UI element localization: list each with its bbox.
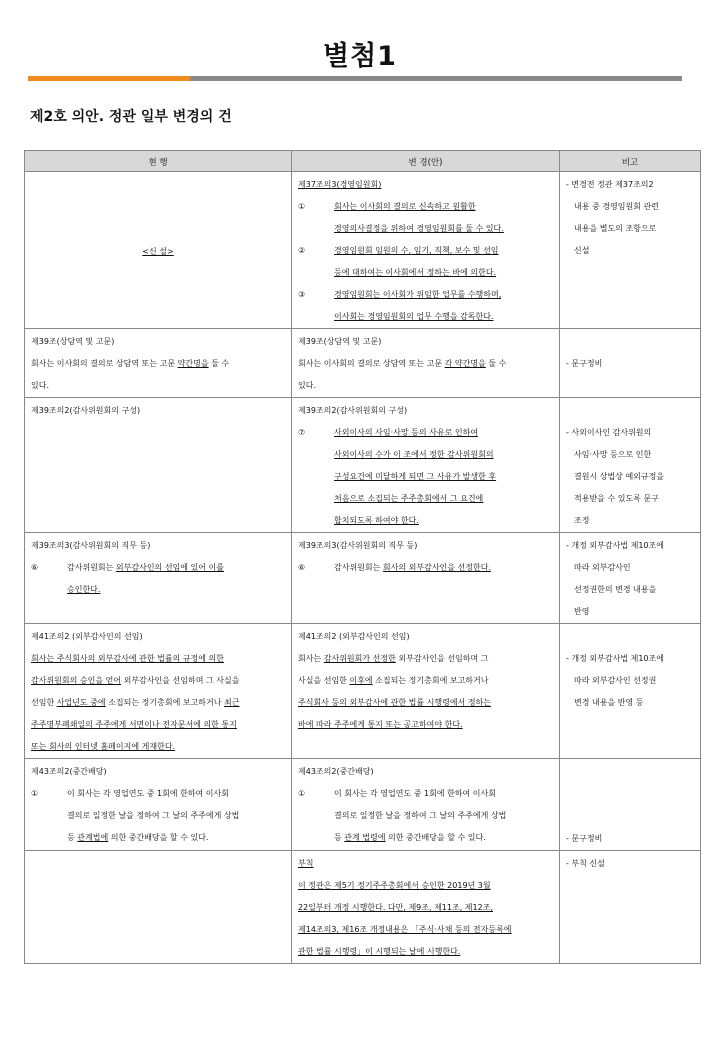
table-row xyxy=(25,759,701,851)
proposed-cell xyxy=(292,398,560,533)
header-current: 현 행 xyxy=(25,151,292,172)
table-row xyxy=(25,329,701,398)
clause-text: 사외이사의 수가 이 조에서 정한 감사위원회의 xyxy=(334,450,494,459)
clause-text: 사실을 선임한 xyxy=(298,676,350,685)
clause-text: 있다. xyxy=(31,381,49,390)
remarks-cell xyxy=(560,533,701,624)
remark-line: 변경 내용을 반영 등 xyxy=(574,698,644,707)
clause-text: 회사는 이사회의 결의로 상담역 또는 고문 xyxy=(298,359,445,368)
page-title: 별첨1 xyxy=(323,41,397,72)
remark-line: 신설 xyxy=(574,246,590,255)
clause-text: 감사위원회는 xyxy=(334,563,383,572)
clause-number: ⑦ xyxy=(298,428,306,437)
changed-text: 외부감사인의 선임에 있어 이를 xyxy=(115,563,225,572)
changed-text: 또는 회사의 인터넷 홈페이지에 게재한다. xyxy=(31,742,176,751)
changed-text: 관한 법률 시행령」이 시행되는 날에 시행한다. xyxy=(298,947,461,956)
table-header-row xyxy=(25,151,701,172)
clause-text: 이사회는 경영임원회의 업무 수행을 감독한다. xyxy=(334,312,494,321)
changed-text: 관계 법령에 xyxy=(344,833,386,842)
remarks-cell xyxy=(560,329,701,398)
changed-text: 이후에 xyxy=(349,676,373,685)
clause-text: 이 회사는 각 영업연도 중 1회에 한하여 이사회 xyxy=(334,789,496,798)
article-heading: 제39조의3(감사위원회의 직무 등) xyxy=(298,541,418,550)
amendment-table xyxy=(24,150,701,964)
clause-text: 결의로 일정한 날을 정하여 그 날의 주주에게 상법 xyxy=(334,811,507,820)
changed-text: 승인한다. xyxy=(67,585,101,594)
remark-line: - 개정 외부감사법 제10조에 xyxy=(566,654,664,663)
article-heading: 제39조의2(감사위원회의 구성) xyxy=(298,406,408,415)
remarks-cell xyxy=(560,624,701,759)
changed-text: 감사위원회가 선정한 xyxy=(323,654,396,663)
changed-text: 주주명부폐쇄일의 주주에게 서면이나 전자문서에 의한 통지 xyxy=(31,720,237,729)
changed-text: 관계법에 xyxy=(77,833,109,842)
clause-text: 등 xyxy=(67,833,78,842)
clause-text: 등에 대하여는 이사회에서 정하는 바에 의한다. xyxy=(334,268,497,277)
proposed-cell xyxy=(292,624,560,759)
clause-text: 경영임원회 임원의 수, 임기, 직책, 보수 및 선임 xyxy=(334,246,499,255)
changed-text: 회사는 주식회사의 외부감사에 관한 법률의 규정에 의한 xyxy=(31,654,224,663)
table-row xyxy=(25,533,701,624)
remarks-cell xyxy=(560,172,701,329)
changed-text: 사업년도 중에 xyxy=(56,698,106,707)
clause-text: 처음으로 소집되는 주주총회에서 그 요건에 xyxy=(334,494,484,503)
clause-text: 외부감사인을 선임하며 그 사실을 xyxy=(121,676,240,685)
remark-line: - 문구정비 xyxy=(566,359,603,368)
clause-text: 경영임원회는 이사회가 위임한 업무를 수행하며, xyxy=(334,290,502,299)
header-remarks: 비고 xyxy=(560,151,701,172)
article-heading: 부칙 xyxy=(298,859,314,868)
clause-text: 있다. xyxy=(298,381,316,390)
clause-number: ① xyxy=(298,789,306,798)
clause-number: ⑥ xyxy=(31,563,39,572)
article-heading: 제43조의2(중간배당) xyxy=(31,767,107,776)
proposed-cell xyxy=(292,172,560,329)
table-row xyxy=(25,398,701,533)
clause-text: 외부감사인을 선임하며 그 xyxy=(395,654,489,663)
remarks-cell xyxy=(560,398,701,533)
clause-number: ⑥ xyxy=(298,563,306,572)
clause-text: 소집되는 정기총회에 보고하거나 xyxy=(105,698,225,707)
changed-text: 감사위원회의 승인을 얻어 xyxy=(31,676,122,685)
clause-text: 감사위원회는 xyxy=(67,563,116,572)
changed-text: 바에 따라 주주에게 통지 또는 공고하여야 한다. xyxy=(298,720,463,729)
remark-line: - 변경전 정관 제37조의2 xyxy=(566,180,654,189)
current-cell xyxy=(25,329,292,398)
table-row xyxy=(25,851,701,964)
remark-line: - 문구정비 xyxy=(566,834,603,843)
changed-text: 각 약간명을 xyxy=(444,359,486,368)
remark-line: 조정 xyxy=(574,516,590,525)
remark-line: - 사외이사인 감사위원의 xyxy=(566,428,652,437)
changed-text: 최근 xyxy=(224,698,240,707)
proposed-cell xyxy=(292,851,560,964)
article-heading: 제41조의2 (외부감사인의 선임) xyxy=(31,632,143,641)
remark-line: 내용을 별도의 조항으로 xyxy=(574,224,657,233)
clause-number: ① xyxy=(298,202,306,211)
clause-text: 선임한 xyxy=(31,698,57,707)
current-cell xyxy=(25,759,292,851)
changed-text: 제14조의3, 제16조 개정내용은 「주식·사채 등의 전자등록에 xyxy=(298,925,512,934)
article-heading: 제39조의2(감사위원회의 구성) xyxy=(31,406,141,415)
remark-line: 반영 xyxy=(574,607,590,616)
current-cell xyxy=(25,172,292,329)
clause-text: 의한 중간배당을 할 수 있다. xyxy=(385,833,486,842)
clause-number: ① xyxy=(31,789,39,798)
article-heading: 제41조의2 (외부감사인의 선임) xyxy=(298,632,410,641)
article-heading: 제43조의2(중간배당) xyxy=(298,767,374,776)
changed-text: 회사의 외부감사인을 선정한다. xyxy=(382,563,492,572)
clause-text: 회사는 이사회의 결의로 상담역 또는 고문 xyxy=(31,359,178,368)
changed-text: 이 정관은 제5기 정기주주총회에서 승인한 2019년 3월 xyxy=(298,881,491,890)
clause-text: 결의로 일정한 날을 정하여 그 날의 주주에게 상법 xyxy=(67,811,240,820)
remark-line: 내용 중 경영임원회 관련 xyxy=(574,202,659,211)
title-divider-accent xyxy=(28,76,190,81)
remark-line: 따라 외부감사인 xyxy=(574,563,631,572)
article-heading: 제39조(상담역 및 고문) xyxy=(298,337,382,346)
table-row xyxy=(25,172,701,329)
clause-text: 구성요건에 미달하게 되면 그 사유가 발생한 후 xyxy=(334,472,497,481)
clause-text: 등 xyxy=(334,833,345,842)
clause-text: 경영의사결정을 위하여 경영임원회를 둘 수 있다. xyxy=(334,224,504,233)
changed-text: 약간명을 xyxy=(177,359,209,368)
agenda-subtitle: 제2호 의안. 정관 일부 변경의 건 xyxy=(30,109,232,125)
current-cell xyxy=(25,398,292,533)
remark-line: 사임·사망 등으로 인한 xyxy=(574,450,652,459)
remark-line: 선정권한의 변경 내용을 xyxy=(574,585,657,594)
header-proposed: 변 경(안) xyxy=(292,151,560,172)
remark-line: - 개정 외부감사법 제10조에 xyxy=(566,541,664,550)
clause-text: 소집되는 정기총회에 보고하거나 xyxy=(372,676,489,685)
remark-line: - 부칙 신설 xyxy=(566,859,605,868)
table-row xyxy=(25,624,701,759)
remark-line: 적용받을 수 있도록 문구 xyxy=(574,494,659,503)
article-heading: 제39조의3(감사위원회의 직무 등) xyxy=(31,541,151,550)
clause-text: 합치되도록 하여야 한다. xyxy=(334,516,419,525)
changed-text: 주식회사 등의 외부감사에 관한 법률 시행령에서 정하는 xyxy=(298,698,491,707)
article-heading: 제37조의3(경영임원회) xyxy=(298,180,382,189)
clause-text: 둘 수 xyxy=(485,359,507,368)
remarks-cell xyxy=(560,851,701,964)
title-divider xyxy=(28,76,682,81)
clause-text: 둘 수 xyxy=(208,359,230,368)
remarks-cell xyxy=(560,759,701,851)
clause-text: 사외이사의 사임·사망 등의 사유로 인하여 xyxy=(334,428,479,437)
proposed-cell xyxy=(292,329,560,398)
changed-text: 22일부터 개정 시행한다. 다만, 제9조, 제11조, 제12조, xyxy=(298,903,493,912)
new-provision-label: <신 설> xyxy=(142,246,174,256)
clause-text: 의한 중간배당을 할 수 있다. xyxy=(108,833,209,842)
remark-line: 결원시 상법상 예외규정을 xyxy=(574,472,665,481)
clause-text: 회사는 xyxy=(298,654,324,663)
article-heading: 제39조(상담역 및 고문) xyxy=(31,337,115,346)
clause-number: ② xyxy=(298,246,306,255)
clause-text: 회사는 이사회의 결의로 신속하고 원활한 xyxy=(334,202,476,211)
current-cell xyxy=(25,533,292,624)
proposed-cell xyxy=(292,759,560,851)
current-cell xyxy=(25,851,292,964)
clause-text: 이 회사는 각 영업연도 중 1회에 한하여 이사회 xyxy=(67,789,229,798)
clause-number: ③ xyxy=(298,290,306,299)
current-cell xyxy=(25,624,292,759)
remark-line: 따라 외부감사인 선정권 xyxy=(574,676,657,685)
proposed-cell xyxy=(292,533,560,624)
